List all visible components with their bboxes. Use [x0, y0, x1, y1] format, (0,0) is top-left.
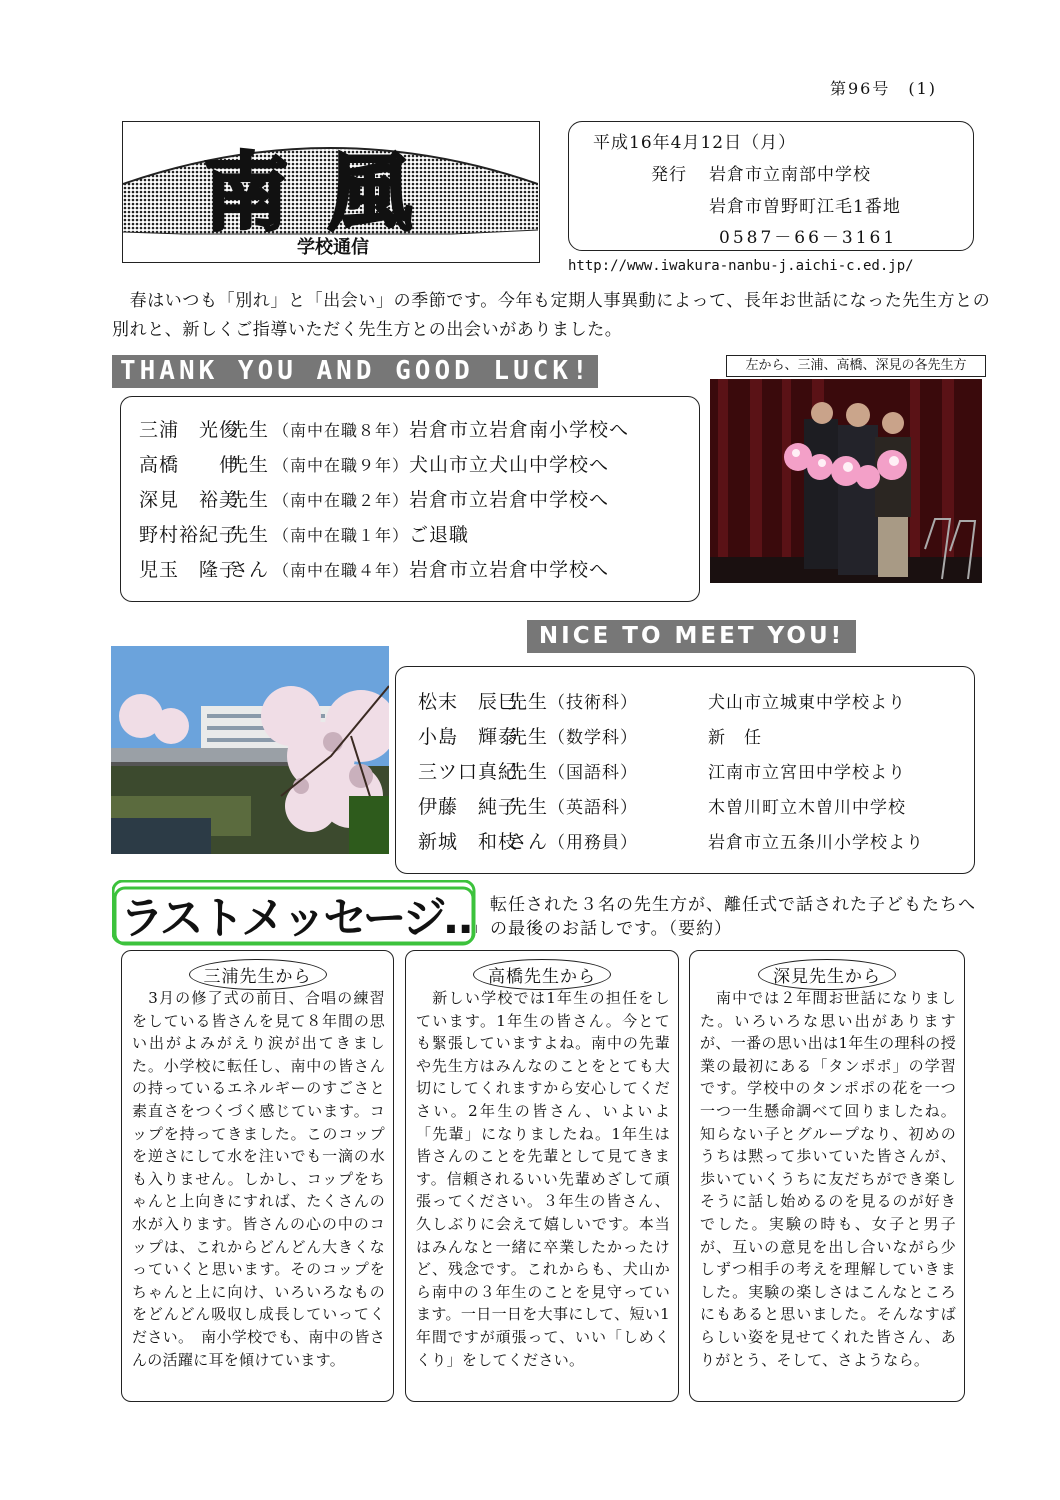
column-body: 南中では２年間お世話になりました。いろいろな思い出がありますが、一番の思い出は1年生の理科の授業の最初にある「タンポポ」の学習です。学校中のタンポポの花を一つ一つ一生懸命調べて回りましたね。知らない子とグループなり、初めのうちは黙って歩いていた皆さんが、歩いていくうちに友だちができ楽しそうに話し始めるのを見るのが好きでした。実験の時も、女子と男子が、互いの意見を出し合いながら少しずつ相手の考えを理解していきました。実験の楽しさはこんなところにもあると思いました。そんなすばらしい姿を見せてくれた皆さん、ありがとう、そして、さようなら。	[700, 989, 956, 1369]
intro-paragraph: 春はいつも「別れ」と「出会い」の季節です。今年も定期人事異動によって、長年お世話になった先生方との別れと、新しくご指導いただく先生方との出会いがありました。	[112, 291, 991, 340]
message-column-takahashi	[405, 950, 679, 1402]
welcome-list	[395, 666, 975, 874]
column-heading: 高橋先生から	[473, 959, 611, 990]
farewell-row: 三浦 光俊先生 （南中在職８年）岩倉市立岩倉南小学校へ	[139, 419, 630, 441]
publisher-label: 発行	[651, 165, 687, 185]
message-column-miura	[121, 950, 394, 1402]
school-phone: 0587－66－3161	[719, 228, 898, 248]
farewell-row: 児玉 隆子さん （南中在職４年）岩倉市立岩倉中学校へ	[139, 559, 610, 581]
welcome-row: 伊藤 純子先生（英語科） 木曽川町立木曽川中学校	[418, 796, 907, 818]
welcome-row: 松末 辰巳先生（技術科） 犬山市立城東中学校より	[418, 691, 907, 713]
last-message-heading: ラストメッセージ…	[120, 893, 477, 944]
farewell-row: 深見 裕美先生 （南中在職２年）岩倉市立岩倉中学校へ	[139, 489, 610, 511]
masthead-subtitle: 学校通信	[297, 237, 369, 258]
masthead-logo	[122, 121, 540, 263]
school-address: 岩倉市曽野町江毛1番地	[709, 197, 901, 217]
issue-info-box	[568, 121, 974, 251]
issue-date: 平成16年4月12日（月）	[593, 133, 797, 153]
farewell-row: 高橋 伸先生 （南中在職９年）犬山市立犬山中学校へ	[139, 454, 610, 476]
welcome-banner: NICE TO MEET YOU!	[527, 620, 856, 653]
last-message-intro: 転任された３名の先生方が、離任式で話された子どもたちへの最後のお話しです。（要約）	[490, 895, 976, 939]
column-body: 3月の修了式の前日、合唱の練習をしている皆さんを見て８年間の思い出がよみがえり涙が出てきました。小学校に転任し、南中の皆さんの持っているエネルギーのすごさと素直さをつくづく感じています。コップを持ってきました。このコップを逆さにして水を注いでも一滴の水も入りません。しかし、コップをちゃんと上向きにすれば、たくさんの水が入ります。皆さんの心の中のコップは、これからどんどん大きくなっていくと思います。そのコップをちゃんと上に向け、いろいろなものをどんどん吸収し成長していってください。 南小学校でも、南中の皆さんの活躍に耳を傾けています。	[132, 989, 385, 1369]
message-column-fukami	[689, 950, 965, 1402]
column-heading: 深見先生から	[758, 959, 896, 990]
issue-number: 第96号 (1)	[830, 79, 938, 98]
cherry-blossom-photo	[111, 646, 389, 854]
welcome-row: 新城 和枝さん（用務員） 岩倉市立五条川小学校より	[418, 831, 925, 853]
column-body: 新しい学校では1年生の担任をしています。1年生の皆さん。今とても緊張していますよね。南中の先輩や先生方はみんなのことをとても大切にしてくれますから安心してください。2年生の皆さん、いよいよ「先輩」になりましたね。1年生は皆さんのことを先輩として見てきます。信頼されるいい先輩めざして頑張ってください。３年生の皆さん、久しぶりに会えて嬉しいです。本当はみんなと一緒に卒業したかったけど、残念です。これからも、犬山から南中の３年生のことを見守っています。一日一日を大事にして、短い1年間ですが頑張って、いい「しめくくり」をしてください。	[416, 989, 670, 1369]
publisher-name: 岩倉市立南部中学校	[709, 165, 871, 185]
farewell-list	[120, 396, 700, 602]
school-url[interactable]: http://www.iwakura-nanbu-j.aichi-c.ed.jp/	[568, 258, 914, 274]
column-heading: 三浦先生から	[189, 959, 327, 990]
farewell-photo-caption: 左から、三浦、高橋、深見の各先生方	[726, 355, 986, 377]
welcome-row: 小島 輝泰先生（数学科） 新 任	[418, 726, 763, 748]
last-message-title	[112, 880, 477, 946]
farewell-photo	[710, 379, 982, 583]
welcome-row: 三ツ口真紀先生（国語科） 江南市立宮田中学校より	[418, 761, 907, 783]
farewell-row: 野村裕紀子先生 （南中在職１年）ご退職	[139, 524, 470, 546]
masthead-title: 南風	[203, 144, 453, 242]
farewell-banner: THANK YOU AND GOOD LUCK!	[112, 355, 598, 388]
